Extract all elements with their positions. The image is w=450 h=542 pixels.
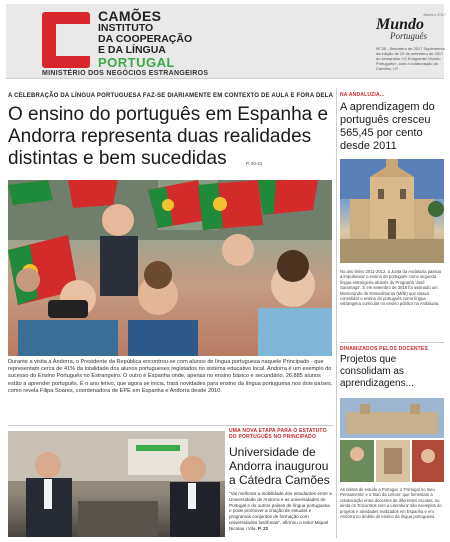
masthead-brand-sub: Português [390, 31, 427, 41]
side1-text: No ano letivo 2011-2012, a Junta da Andaluzia passou a impulsionar o ensino do português como segunda língua estrangeira através do Programa 'José Saramago'. E em setembro de 2016 foi assinado um Memorando de Entendimento (MdE) que visava consolidar o ensino do português como língua estrangeira curricular no ensino público na Andaluzia. [340, 269, 442, 307]
story2-page-ref: P. 22 [258, 525, 269, 531]
story2-text [229, 491, 333, 532]
institute-name [98, 10, 258, 70]
main-caption: Durante a visita a Andorra, o Presidente da República encontrou-se com alunos de língua portuguesa naquele Principado - que representam cerca de 41% da totalidade dos alunos portugueses registados no sistema educativo local. Andorra é um exemplo do sucesso do Ensino Português no Estrangeiro. O outro é Espanha onde, apenas no ensino básico e secundário, 26.885 alunos estão a aprender português. É o ano letivo, que agora se inicia, trará novidades para ensino da língua portuguesa nos dois países, como revela Filipa Soares, coordenadora de EPE em Espanha e Andorra desde 2010. [8, 359, 333, 394]
ceremony-photo [8, 431, 225, 537]
seville-building-illustration [340, 159, 444, 263]
masthead-header [6, 4, 444, 79]
camoes-logo-cutout [56, 24, 90, 56]
ministry-label: MINISTÉRIO DOS NEGÓCIOS ESTRANGEIROS [42, 70, 209, 77]
bottom-divider [8, 425, 334, 426]
main-photo [8, 180, 332, 356]
side2-kicker: DINAMIZADOS PELOS DOCENTES [340, 346, 428, 352]
org-line3: DA COOPERAÇÃO [98, 33, 193, 45]
column-divider [336, 88, 337, 538]
story2-title[interactable]: Universidade de Andorra inaugurou a Cátedra Camões [229, 445, 330, 487]
story2-kicker: UMA NOVA ETAPA PARA O ESTATUTO DO PORTUGUÊS NO PRINCIPADO [229, 428, 327, 440]
side2-title[interactable]: Projetos que consolidam as aprendizagens... [340, 354, 414, 389]
main-page-ref: P. 20-21 [246, 161, 263, 166]
org-line3b: E DA LÍNGUA [98, 44, 166, 56]
newspaper-masthead [376, 12, 446, 41]
main-headline[interactable]: O ensino do português em Espanha e Andorra representa duas realidades distintas e bem sucedidas [8, 104, 329, 169]
org-line4: PORTUGAL [98, 55, 175, 70]
ceremony-illustration [8, 431, 225, 537]
org-line1: CAMÕES [98, 8, 162, 24]
main-kicker: A CELEBRAÇÃO DA LÍNGUA PORTUGUESA FAZ-SE DIARIAMENTE EM CONTEXTO DE AULA E FORA DELA [8, 93, 334, 99]
side1-kicker: NA ANDALUZIA... [340, 92, 385, 98]
side2-text: As visitas de estudo a Portugal, o 'Portugal no meu Pensamento' e o 'Baú da Leitura' que fomentam a colaboração entre docentes de diferentes escolas, ou ainda os 'Encontros com a Literatura' são exemplos de projetos e atividades realizados em Espanha e em Andorra no âmbito do ensino da língua portuguesa. [340, 487, 442, 520]
side-divider [340, 342, 444, 343]
side2-photo-collage [340, 398, 444, 482]
collage-illustration [340, 398, 444, 482]
side1-title[interactable]: A aprendizagem do português cresceu 565,45 por cento desde 2011 [340, 101, 435, 152]
masthead-brand: Mundo [376, 16, 425, 33]
edition-info: Nº 28 - Setembro de 2017 Suplemento da edição de 29 de setembro de 2017 do semanário «O Emigrante/ Mundo Português», com a colaboração do Camões, I.P. [376, 46, 445, 71]
main-photo-illustration [8, 180, 332, 356]
story2-body: "Vai melhorar a mobilidade dos estudantes entre a Universidade de Andorra e as universidades de Portugal e do outros países de língua portuguesa e pode promover a criação de estudos e programas conjuntos de formação com universidades lusófonas", afirmou o reitor Miquel Nicolau i Vila. [229, 491, 332, 531]
side1-photo [340, 159, 444, 263]
org-line2: INSTITUTO [98, 22, 154, 34]
masthead-date: Janeiro 2017 [422, 12, 446, 17]
